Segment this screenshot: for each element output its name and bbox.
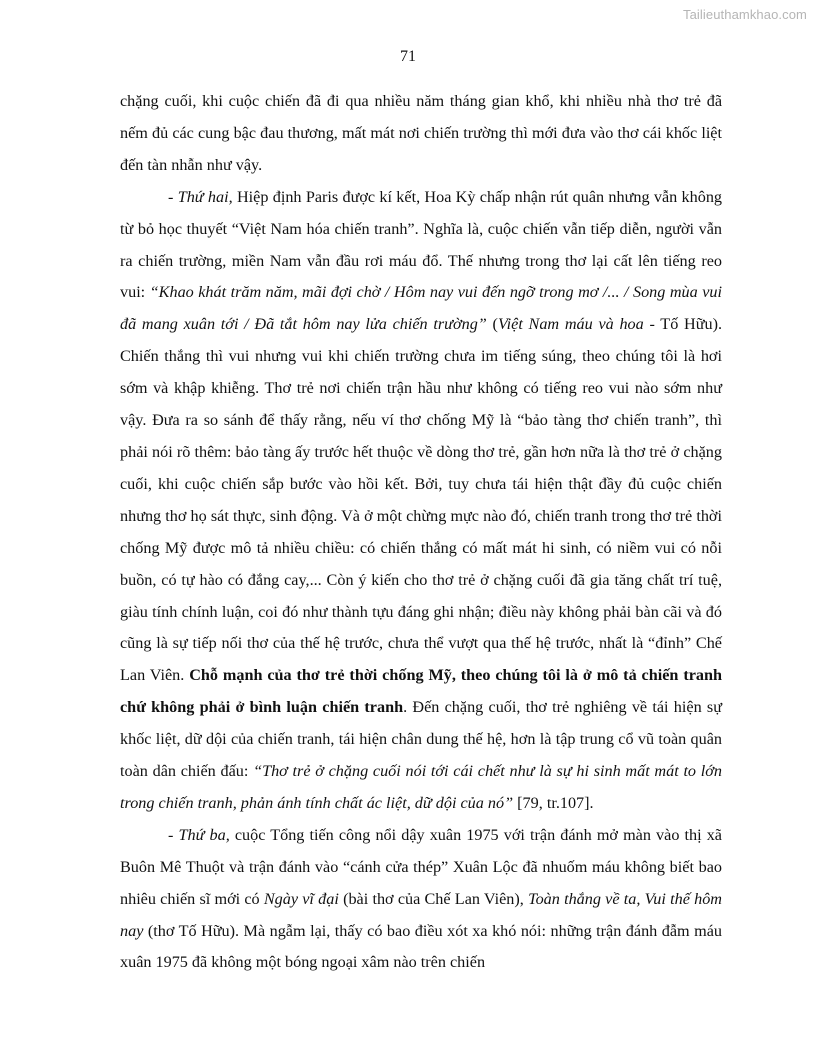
italic-text: Ngày vĩ đại xyxy=(263,889,339,908)
italic-text: Thứ hai, xyxy=(177,187,233,206)
body-text: - Tố Hữu). Chiến thắng thì vui nhưng vui khi chiến trường chưa im tiếng súng, theo chúng tôi là hơi sớm và khập khiễng. Thơ trẻ nơi chiến trận hầu như không có tiếng reo vui nào sớm như vậy. Đưa ra so sánh để thấy rằng, nếu ví thơ chống Mỹ là “bảo tàng thơ chiến tranh”, thì phải nói rõ thêm: bảo tàng ấy trước hết thuộc về dòng thơ trẻ, gần hơn nữa là thơ trẻ ở chặng cuối, khi cuộc chiến sắp bước vào hồi kết. Bởi, tuy chưa tái hiện thật đầy đủ cuộc chiến nhưng thơ họ sát thực, sinh động. Và ở một chừng mực nào đó, chiến tranh trong thơ trẻ thời chống Mỹ được mô tả nhiều chiều: có chiến thắng có mất mát hi sinh, có niềm vui có nỗi buồn, có tự hào có đắng cay,... Còn ý kiến cho thơ trẻ ở chặng cuối đã gia tăng chất trí tuệ, giàu tính chính luận, coi đó như thành tựu đáng ghi nhận; điều này không phải bàn cãi và đó cũng là sự tiếp nối thơ của thế hệ trước, chưa thể vượt qua thế hệ trước, nhất là “đỉnh” Chế Lan Viên. xyxy=(120,315,723,685)
body-text: - xyxy=(168,187,178,206)
bold-text: Chỗ mạnh của thơ trẻ thời chống Mỹ, theo chúng tôi là ở mô tả chiến tranh chứ không phải ở bình luận chiến tranh xyxy=(120,666,722,717)
italic-text: Thứ ba, xyxy=(178,825,230,844)
body-text: [79, tr.107]. xyxy=(513,793,594,812)
body-text: (thơ Tố Hữu). Mà ngẫm lại, thấy có bao điều xót xa khó nói: những trận đánh đẫm máu xuân 1975 đã không một bóng ngoại xâm nào trên chiến xyxy=(120,921,722,972)
body-text: cuộc Tổng tiến công nổi dậy xuân 1975 với trận đánh mở màn vào thị xã Buôn Mê Thuột và trận đánh vào “cánh cửa thép” Xuân Lộc đã nhuốm máu không biết bao nhiêu chiến sĩ mới có xyxy=(120,825,722,908)
document-body xyxy=(120,86,722,979)
italic-text: Việt Nam máu và hoa xyxy=(497,315,644,334)
body-text: (bài thơ của Chế Lan Viên), xyxy=(338,889,529,908)
paragraph xyxy=(120,182,722,820)
page-number: 71 xyxy=(400,48,416,65)
italic-text: “Khao khát trăm năm, mãi đợi chờ / Hôm nay vui đến ngỡ trong mơ /... / Song mùa vui đã mang xuân tới / Đã tắt hôm nay lửa chiến trường” xyxy=(120,283,722,334)
watermark: Tailieuthamkhao.com xyxy=(682,7,807,22)
body-text: . Đến chặng cuối, thơ trẻ nghiêng về tái hiện sự khốc liệt, dữ dội của chiến tranh, tái hiện chân dung thế hệ, hơn là tập trung cổ vũ toàn quân toàn dân chiến đấu: xyxy=(120,698,722,781)
paragraph xyxy=(120,820,722,980)
body-text: ( xyxy=(486,315,498,334)
italic-text: “Thơ trẻ ở chặng cuối nói tới cái chết như là sự hi sinh mất mát to lớn trong chiến tranh, phản ánh tính chất ác liệt, dữ dội của nó” xyxy=(120,762,722,812)
body-text: Hiệp định Paris được kí kết, Hoa Kỳ chấp nhận rút quân nhưng vẫn không từ bỏ học thuyết “Việt Nam hóa chiến tranh”. Nghĩa là, cuộc chiến vẫn tiếp diễn, người vẫn ra chiến trường, miền Nam vẫn đầu rơi máu đổ. Thế nhưng trong thơ lại cất lên tiếng reo vui: xyxy=(120,187,723,302)
paragraph xyxy=(120,86,722,182)
italic-text: Toàn thắng về ta, Vui thế hôm nay xyxy=(120,889,722,940)
body-text: - xyxy=(168,825,179,844)
body-text: chặng cuối, khi cuộc chiến đã đi qua nhiều năm tháng gian khổ, khi nhiều nhà thơ trẻ đã nếm đủ các cung bậc đau thương, mất mát nơi chiến trường thì mới đưa vào thơ cái khốc liệt đến tàn nhẫn như vậy. xyxy=(120,92,722,174)
